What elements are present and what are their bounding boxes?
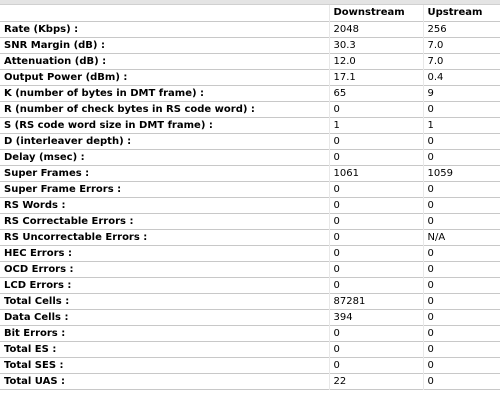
upstream-value: 0	[423, 294, 500, 310]
table-row	[0, 326, 500, 342]
table-row	[0, 214, 500, 230]
row-label: Output Power (dBm) :	[4, 72, 128, 83]
upstream-value: 0	[423, 134, 500, 150]
downstream-value: 12.0	[329, 54, 423, 70]
table-row	[0, 278, 500, 294]
header-downstream: Downstream	[329, 5, 423, 22]
table-row	[0, 166, 500, 182]
downstream-value: 394	[329, 310, 423, 326]
upstream-value: 0	[423, 102, 500, 118]
downstream-value: 65	[329, 86, 423, 102]
downstream-value: 0	[329, 214, 423, 230]
row-label: Delay (msec) :	[4, 152, 85, 163]
downstream-value: 0	[329, 342, 423, 358]
downstream-value: 0	[329, 326, 423, 342]
upstream-value: 0	[423, 310, 500, 326]
table-row	[0, 374, 500, 390]
upstream-value: 9	[423, 86, 500, 102]
upstream-value: 0.4	[423, 70, 500, 86]
upstream-value: 1059	[423, 166, 500, 182]
row-label: Super Frame Errors :	[4, 184, 122, 195]
table-row	[0, 70, 500, 86]
downstream-value: 87281	[329, 294, 423, 310]
row-label: Total ES :	[4, 344, 57, 355]
row-label: Data Cells :	[4, 312, 69, 323]
upstream-value: N/A	[423, 230, 500, 246]
downstream-value: 30.3	[329, 38, 423, 54]
row-label: R (number of check bytes in RS code word) :	[4, 104, 255, 115]
downstream-value: 17.1	[329, 70, 423, 86]
table-row	[0, 150, 500, 166]
row-label: RS Words :	[4, 200, 66, 211]
table-body	[0, 22, 500, 390]
downstream-value: 0	[329, 278, 423, 294]
table-row	[0, 310, 500, 326]
table-row	[0, 38, 500, 54]
table-row	[0, 134, 500, 150]
upstream-value: 0	[423, 358, 500, 374]
upstream-value: 0	[423, 342, 500, 358]
row-label: Total SES :	[4, 360, 64, 371]
row-label: Bit Errors :	[4, 328, 66, 339]
row-label: S (RS code word size in DMT frame) :	[4, 120, 213, 131]
upstream-value: 0	[423, 214, 500, 230]
downstream-value: 0	[329, 102, 423, 118]
downstream-value: 1	[329, 118, 423, 134]
row-label: Attenuation (dB) :	[4, 56, 107, 67]
table-row	[0, 102, 500, 118]
upstream-value: 0	[423, 374, 500, 390]
downstream-value: 2048	[329, 22, 423, 38]
table-row	[0, 198, 500, 214]
downstream-value: 0	[329, 262, 423, 278]
downstream-value: 0	[329, 198, 423, 214]
table-row	[0, 342, 500, 358]
upstream-value: 7.0	[423, 38, 500, 54]
table-row	[0, 22, 500, 38]
table-row	[0, 246, 500, 262]
table-row	[0, 54, 500, 70]
downstream-value: 0	[329, 246, 423, 262]
row-label: Total Cells :	[4, 296, 70, 307]
upstream-value: 0	[423, 278, 500, 294]
downstream-value: 1061	[329, 166, 423, 182]
table-row	[0, 86, 500, 102]
row-label: K (number of bytes in DMT frame) :	[4, 88, 205, 99]
upstream-value: 0	[423, 198, 500, 214]
downstream-value: 0	[329, 358, 423, 374]
row-label: Rate (Kbps) :	[4, 24, 79, 35]
row-label: HEC Errors :	[4, 248, 72, 259]
row-label: OCD Errors :	[4, 264, 74, 275]
row-label: RS Correctable Errors :	[4, 216, 134, 227]
row-label: SNR Margin (dB) :	[4, 40, 105, 51]
row-label: D (interleaver depth) :	[4, 136, 132, 147]
table-row	[0, 182, 500, 198]
table-row	[0, 262, 500, 278]
upstream-value: 0	[423, 182, 500, 198]
upstream-value: 0	[423, 262, 500, 278]
table-row	[0, 230, 500, 246]
table-row	[0, 294, 500, 310]
table-row	[0, 358, 500, 374]
upstream-value: 0	[423, 326, 500, 342]
row-label: LCD Errors :	[4, 280, 72, 291]
row-label: Total UAS :	[4, 376, 66, 387]
upstream-value: 1	[423, 118, 500, 134]
upstream-value: 0	[423, 246, 500, 262]
row-label: RS Uncorrectable Errors :	[4, 232, 148, 243]
header-label	[0, 5, 329, 22]
row-label: Super Frames :	[4, 168, 90, 179]
table-row	[0, 118, 500, 134]
upstream-value: 256	[423, 22, 500, 38]
downstream-value: 0	[329, 150, 423, 166]
downstream-value: 0	[329, 134, 423, 150]
table-header-row	[0, 5, 500, 22]
adsl-statistics-table	[0, 5, 500, 390]
header-upstream: Upstream	[423, 5, 500, 22]
downstream-value: 0	[329, 182, 423, 198]
upstream-value: 0	[423, 150, 500, 166]
downstream-value: 22	[329, 374, 423, 390]
upstream-value: 7.0	[423, 54, 500, 70]
downstream-value: 0	[329, 230, 423, 246]
